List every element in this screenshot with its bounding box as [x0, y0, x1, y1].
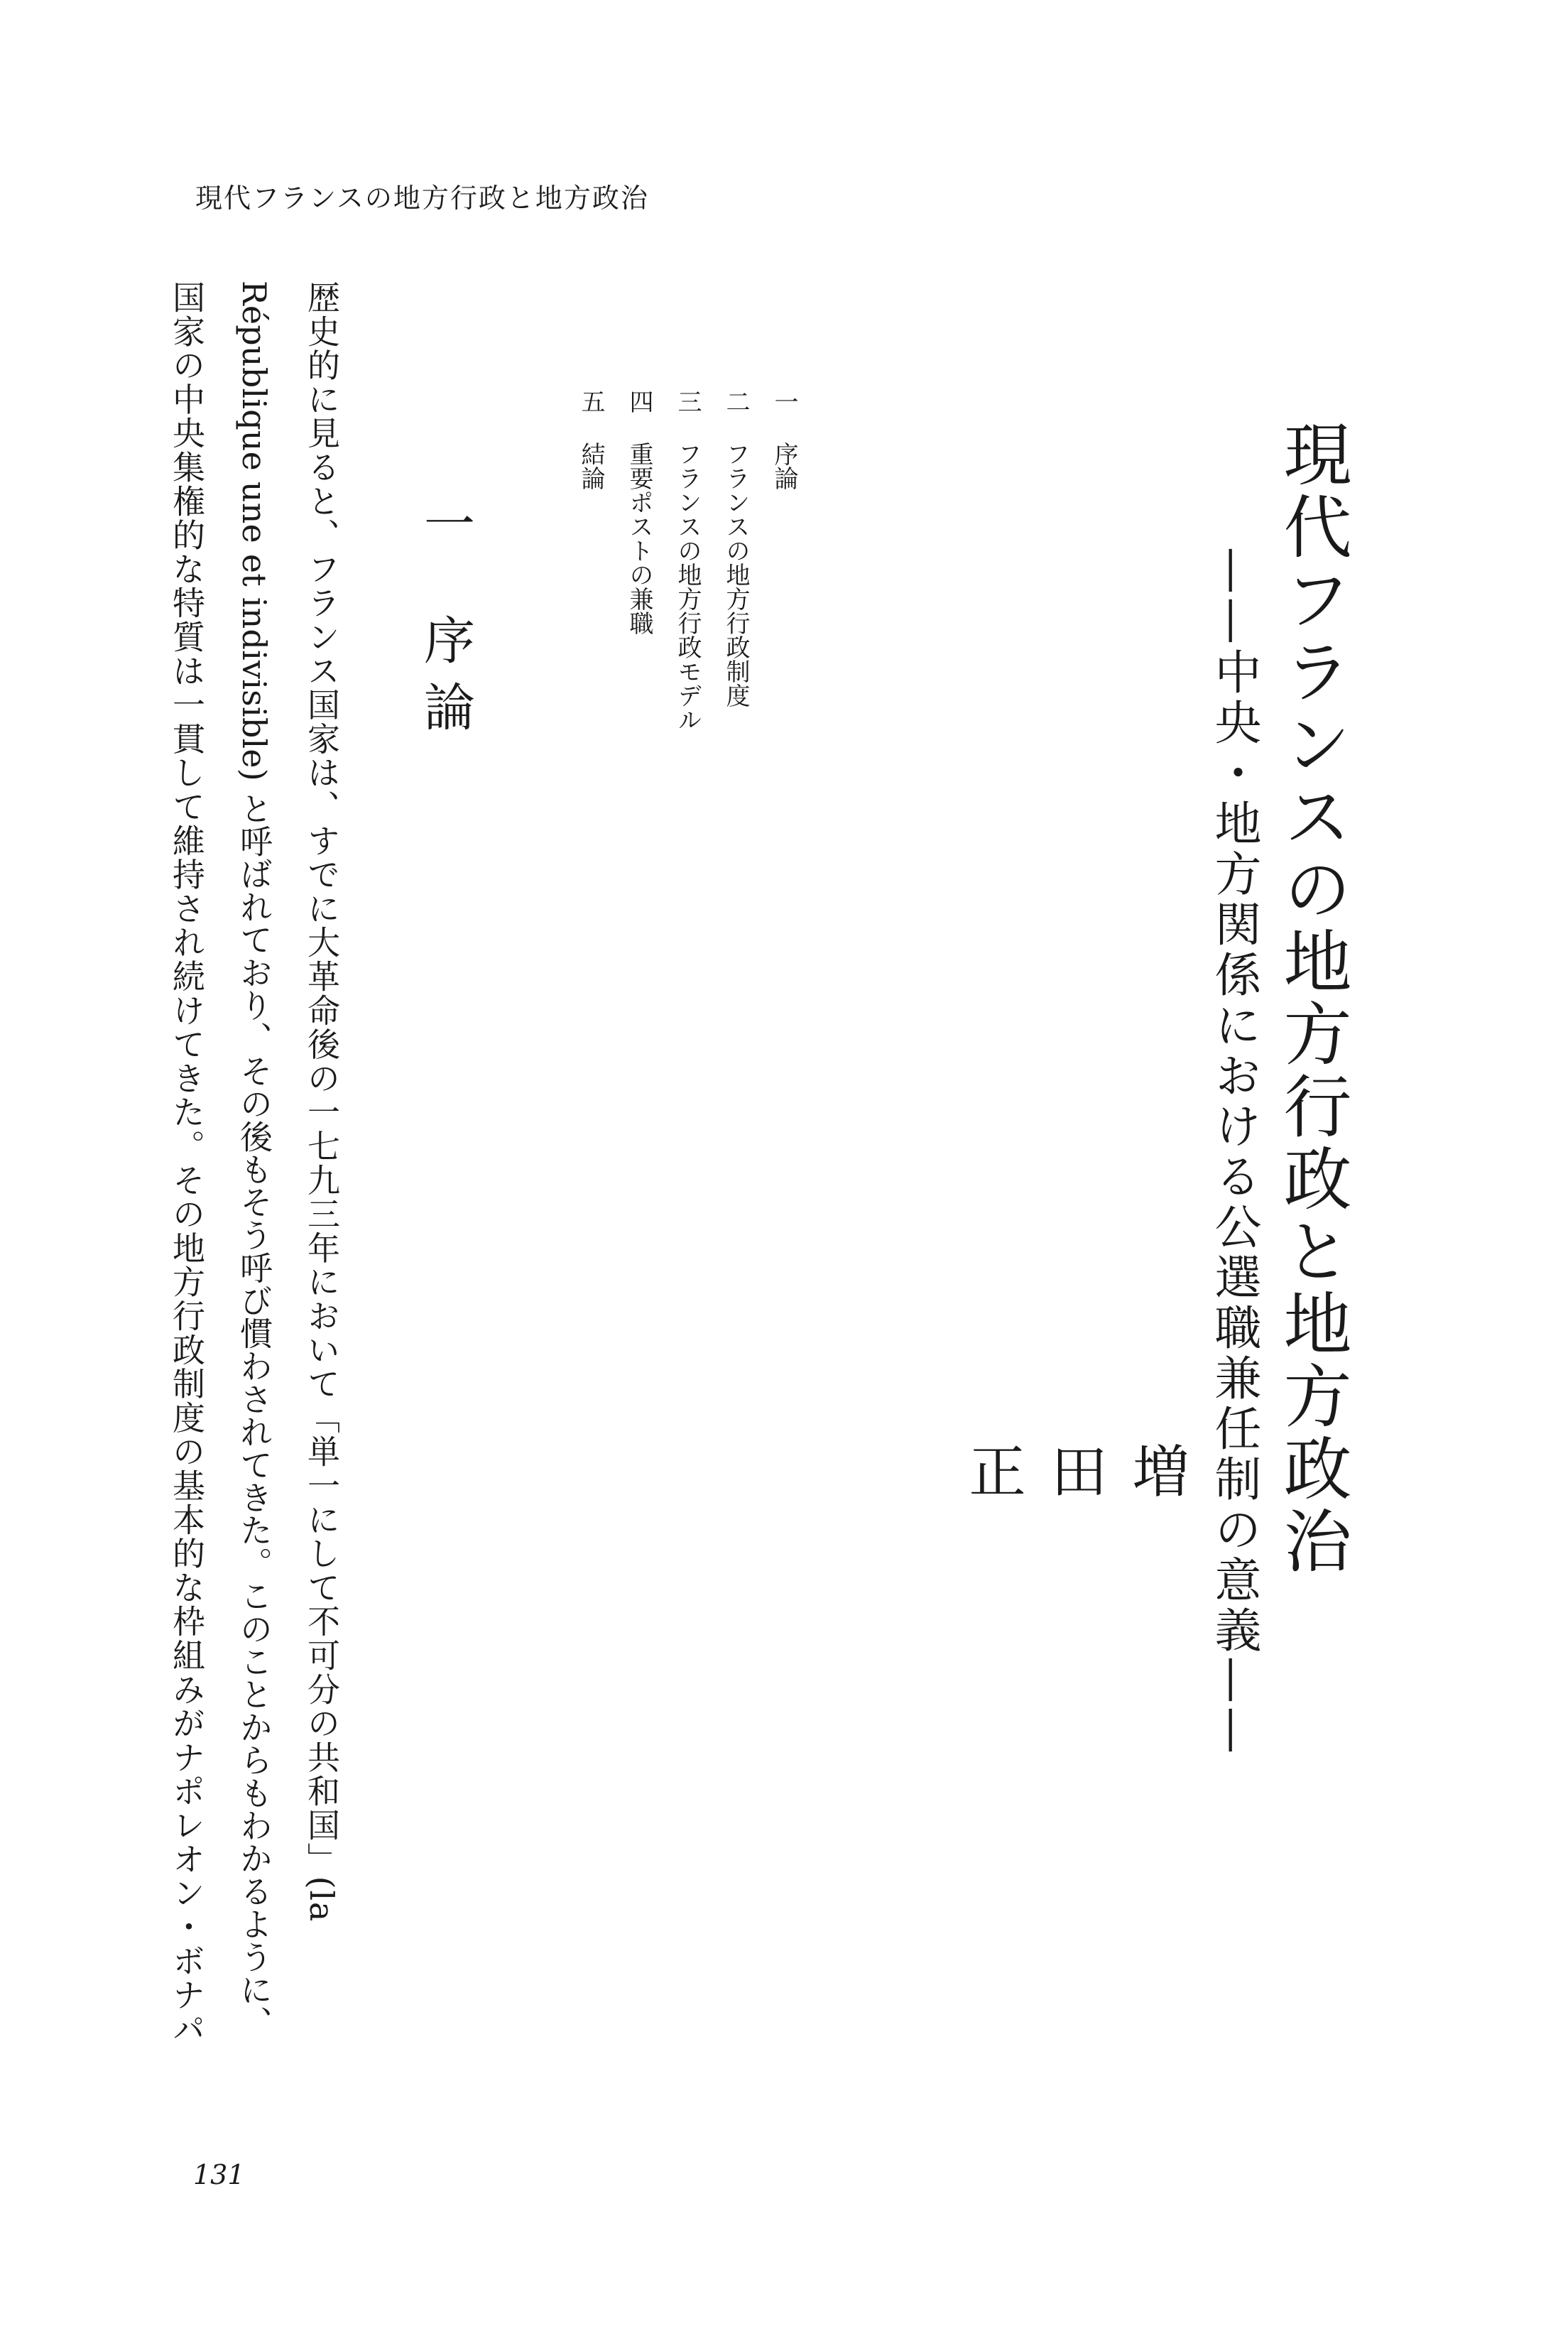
toc-item-label: フランスの地方行政モデル: [673, 442, 702, 732]
toc-item-label: 結論: [577, 442, 605, 490]
toc-item: [670, 389, 705, 732]
toc-item-number: 三: [673, 389, 702, 413]
running-head: 現代フランスの地方行政と地方政治: [195, 183, 649, 214]
toc-item-number: 四: [625, 389, 653, 413]
body-line: République une et indivisible) と呼ばれており、その後もそう呼び慣わされてきた。このことからもわかるように、: [235, 281, 273, 2039]
toc-item-number: 五: [577, 389, 605, 413]
page-number: 131: [193, 2159, 245, 2190]
toc-item-label: フランスの地方行政制度: [722, 442, 750, 707]
body-line: 歴史的に見ると、フランス国家は、すでに大革命後の一七九三年において「単一にして不可分の共和国」(la: [303, 281, 341, 1923]
toc-item-number: 一: [770, 389, 798, 413]
section-heading: [408, 497, 482, 747]
toc-item-label: 重要ポストの兼職: [625, 442, 653, 635]
toc-item-number: 二: [722, 389, 750, 413]
toc-item-label: 序論: [770, 442, 798, 490]
toc-item: [719, 389, 753, 707]
author-char: 増: [1123, 1442, 1189, 1499]
section-number: 一: [415, 497, 475, 564]
article-subtitle: ——中央・地方関係における公選職兼任制の意義——: [1207, 547, 1261, 1757]
article-title: 現代フランスの地方行政と地方政治: [1273, 419, 1352, 1578]
toc-item: [574, 389, 609, 490]
author-char: 田: [1041, 1442, 1107, 1499]
body-line: 国家の中央集権的な特質は一貫して維持され続けてきた。その地方行政制度の基本的な枠組みがナポレオン・ボナパ: [168, 281, 206, 2046]
author-name: [952, 1442, 1197, 1754]
toc-item: [767, 389, 802, 490]
author-char: 正: [959, 1442, 1025, 1499]
section-label: 序論: [415, 614, 475, 747]
toc-item: [622, 389, 657, 635]
